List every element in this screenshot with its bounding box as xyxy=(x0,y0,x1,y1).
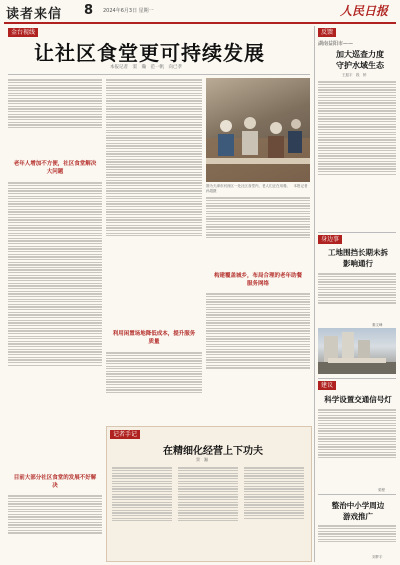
article-text-column xyxy=(206,196,310,268)
article-text-column xyxy=(8,494,102,560)
divider xyxy=(318,232,396,233)
side-text-column xyxy=(318,80,396,230)
photo-caption: 图为天津市河西区一处社区食堂内，老人们正在用餐。 本报记者 孙超摄 xyxy=(206,184,311,193)
header-rule xyxy=(4,22,396,24)
commentary-text-column xyxy=(112,466,172,556)
side-text-column xyxy=(318,524,396,554)
main-byline: 本报记者 窦 瀚 范一帆 向已孝 xyxy=(110,65,182,70)
divider xyxy=(8,74,310,75)
subhead-2: 利用闲置场地降低成本，提升服务质量 xyxy=(112,331,196,345)
article-text-column xyxy=(106,351,202,421)
side-headline-6: 整治中小学周边 xyxy=(331,501,385,510)
subhead-3: 构建覆盖城乡，布局合理的老年助餐服务网络 xyxy=(213,273,302,287)
subhead-4: 目前大部分社区食堂的发展不好解决 xyxy=(13,475,97,489)
construction-photo xyxy=(318,328,396,374)
commentary-headline: 在精细化经营上下功夫 xyxy=(163,446,263,457)
column-divider xyxy=(314,26,315,562)
side-headline-4: 影响通行 xyxy=(343,259,373,268)
side-headline-1: 加大巡查力度 xyxy=(336,50,384,59)
main-headline: 让社区食堂更可持续发展 xyxy=(34,41,265,65)
article-text-column xyxy=(8,78,102,156)
side-tag-suggestion: 建议 xyxy=(318,381,336,390)
article-text-column xyxy=(8,181,102,469)
side-headline-kicker: 湖南益阳市—— xyxy=(318,41,354,47)
issue-date: 2024年6月3日 星期一 xyxy=(103,8,154,14)
side-byline: 刘梦宇 xyxy=(372,555,383,559)
divider xyxy=(318,494,396,495)
commentary-text-column xyxy=(178,466,238,556)
commentary-text-column xyxy=(244,466,304,556)
side-headline-7: 游戏推广 xyxy=(343,512,373,521)
section-tag: 金台视线 xyxy=(8,28,38,37)
side-tag-nearby: 身边事 xyxy=(318,235,342,244)
page-number: 8 xyxy=(84,3,94,18)
commentary-byline: 窦 瀚 xyxy=(196,457,208,462)
side-byline: 王振宇 段 桥 xyxy=(342,73,367,77)
side-headline-2: 守护水域生态 xyxy=(336,61,384,70)
side-tag-feedback: 反馈 xyxy=(318,28,336,37)
divider xyxy=(318,378,396,379)
commentary-tag: 记者手记 xyxy=(110,430,140,439)
side-text-column xyxy=(318,408,396,488)
subhead-1: 老年人增加不方便，社区食堂解决大问题 xyxy=(13,161,97,175)
newspaper-logo: 人民日报 xyxy=(340,4,389,18)
article-text-column xyxy=(106,78,202,328)
diners-illustration xyxy=(206,78,310,182)
side-headline-5: 科学设置交通信号灯 xyxy=(324,395,392,404)
building-illustration xyxy=(318,328,396,374)
side-byline: 秦文峰 xyxy=(372,323,383,327)
side-headline-3: 工地围挡长期未拆 xyxy=(328,248,388,257)
side-text-column xyxy=(318,272,396,322)
side-byline: 梁程 xyxy=(378,488,385,492)
canteen-photo xyxy=(206,78,310,182)
section-name: 读者来信 xyxy=(6,7,63,22)
article-text-column xyxy=(206,292,310,421)
